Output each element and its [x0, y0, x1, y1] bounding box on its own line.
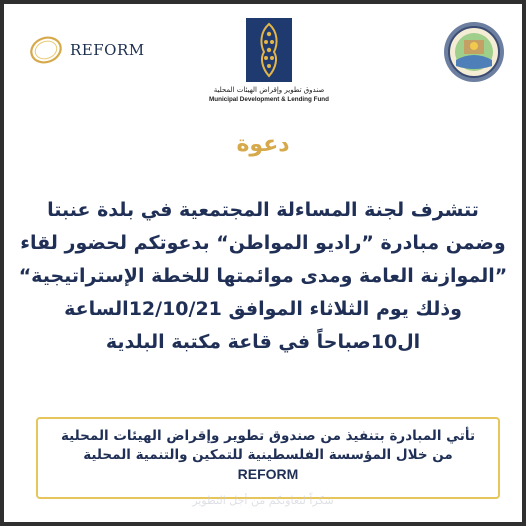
invitation-body	[4, 194, 522, 359]
fund-emblem-icon	[246, 18, 292, 82]
municipality-seal-icon	[442, 20, 506, 84]
municipal-fund-logo	[199, 18, 339, 110]
invitation-line: ”الموازنة العامة ومدى موائمتها للخطة الإستراتيجية“	[18, 265, 508, 287]
faded-footer-text: شكراً لتعاونكم من أجل التطوير	[192, 494, 334, 507]
initiative-note-box	[36, 417, 500, 499]
reform-ring-icon	[28, 35, 66, 65]
invitation-line: وذلك يوم الثلاثاء الموافق 12/10/21الساعة	[64, 298, 462, 320]
fund-name-arabic: صندوق تطوير وإقراض الهيئات المحلية	[213, 86, 325, 94]
fund-name-english: Municipal Development & Lending Fund	[209, 96, 329, 103]
reform-wordmark: REFORM	[70, 41, 145, 59]
reform-logo	[28, 34, 148, 66]
invitation-title: دعوة	[236, 132, 290, 157]
note-line: من خلال المؤسسة الفلسطينية للتمكين والتنمية المحلية	[83, 447, 453, 463]
invitation-line: وضمن مبادرة ”راديو المواطن“ بدعوتكم لحضور لقاء	[20, 232, 506, 254]
invitation-card	[4, 4, 522, 522]
invitation-line: تتشرف لجنة المساءلة المجتمعية في بلدة عنبتا	[47, 199, 479, 221]
logo-header	[4, 4, 522, 124]
invitation-line: ال10صباحاً في قاعة مكتبة البلدية	[105, 331, 421, 353]
note-brand: REFORM	[237, 466, 299, 482]
note-line: تأتي المبادرة بتنفيذ من صندوق تطوير وإقراض الهيئات المحلية	[60, 428, 476, 444]
